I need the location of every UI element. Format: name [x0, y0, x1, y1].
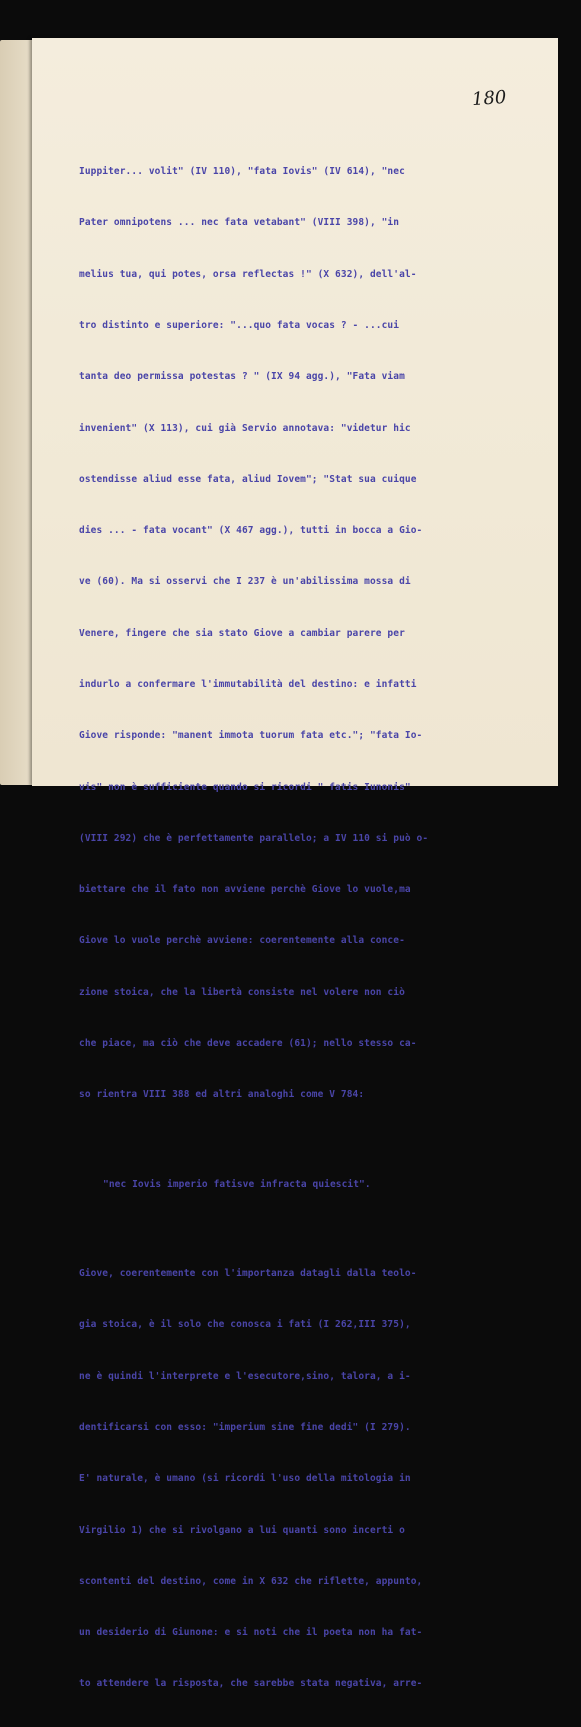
quoted-line: "nec Iovis imperio fatisve infracta quiescit". — [103, 1178, 371, 1190]
text-line: Venere, fingere che sia stato Giove a cambiar parere per — [79, 627, 405, 639]
text-line: vis" non è sufficiente quando si ricordi " fatis Iunonis" — [79, 781, 411, 793]
text-line: Iuppiter... volit" (IV 110), "fata Iovis" (IV 614), "nec — [79, 166, 405, 178]
text-line: tanta deo permissa potestas ? " (IX 94 agg.), "Fata viam — [79, 371, 405, 383]
text-line: Virgilio 1) che si rivolgano a lui quanti sono incerti o — [79, 1524, 405, 1536]
text-line: un desiderio di Giunone: e si noti che il poeta non ha fat- — [79, 1627, 423, 1639]
text-line: so rientra VIII 388 ed altri analoghi come V 784: — [79, 1089, 365, 1101]
text-line: ostendisse aliud esse fata, aliud Iovem"; "Stat sua cuique — [79, 473, 417, 485]
typewritten-page — [32, 38, 558, 1690]
text-line: to attendere la risposta, che sarebbe stata negativa, arre- — [79, 1678, 423, 1690]
text-line: Pater omnipotens ... nec fata vetabant" (VIII 398), "in — [79, 217, 400, 229]
text-line: E' naturale, è umano (si ricordi l'uso della mitologia in — [79, 1473, 411, 1485]
text-line: melius tua, qui potes, orsa reflectas !" (X 632), dell'al- — [79, 268, 417, 280]
text-line: gia stoica, è il solo che conosca i fati (I 262,III 375), — [79, 1319, 411, 1331]
text-line: scontenti del destino, come in X 632 che riflette, appunto, — [79, 1575, 423, 1587]
paragraph-gap — [79, 1227, 499, 1231]
text-line: Giove risponde: "manent immota tuorum fata etc."; "fata Io- — [79, 730, 423, 742]
text-line: che piace, ma ciò che deve accadere (61); nello stesso ca- — [79, 1037, 417, 1049]
text-line: Giove lo vuole perchè avviene: coerentemente alla conce- — [79, 935, 405, 947]
text-line: biettare che il fato non avviene perchè Giove lo vuole,ma — [79, 884, 411, 896]
text-line: indurlo a confermare l'immutabilità del destino: e infatti — [79, 679, 417, 690]
text-line: invenient" (X 113), cui già Servio annotava: "videtur hic — [79, 422, 411, 434]
page-number: 180 — [471, 86, 508, 111]
text-line: Giove, coerentemente con l'importanza datagli dalla teolo- — [79, 1268, 417, 1280]
text-line: ne è quindi l'interprete e l'esecutore,sino, talora, a i- — [79, 1370, 411, 1382]
body-text — [79, 129, 499, 1727]
text-line: dies ... - fata vocant" (X 467 agg.), tutti in bocca a Gio- — [79, 525, 423, 537]
paragraph-gap — [79, 1138, 499, 1142]
text-line: dentificarsi con esso: "imperium sine fine dedi" (I 279). — [79, 1422, 411, 1434]
text-line: ve (60). Ma si osservi che I 237 è un'abilissima mossa di — [79, 576, 411, 588]
text-line: zione stoica, che la libertà consiste nel volere non ciò — [79, 986, 405, 998]
text-line: (VIII 292) che è perfettamente parallelo; a IV 110 si può o- — [79, 832, 429, 844]
text-line: tro distinto e superiore: "...quo fata vocas ? - ...cui — [79, 320, 400, 332]
